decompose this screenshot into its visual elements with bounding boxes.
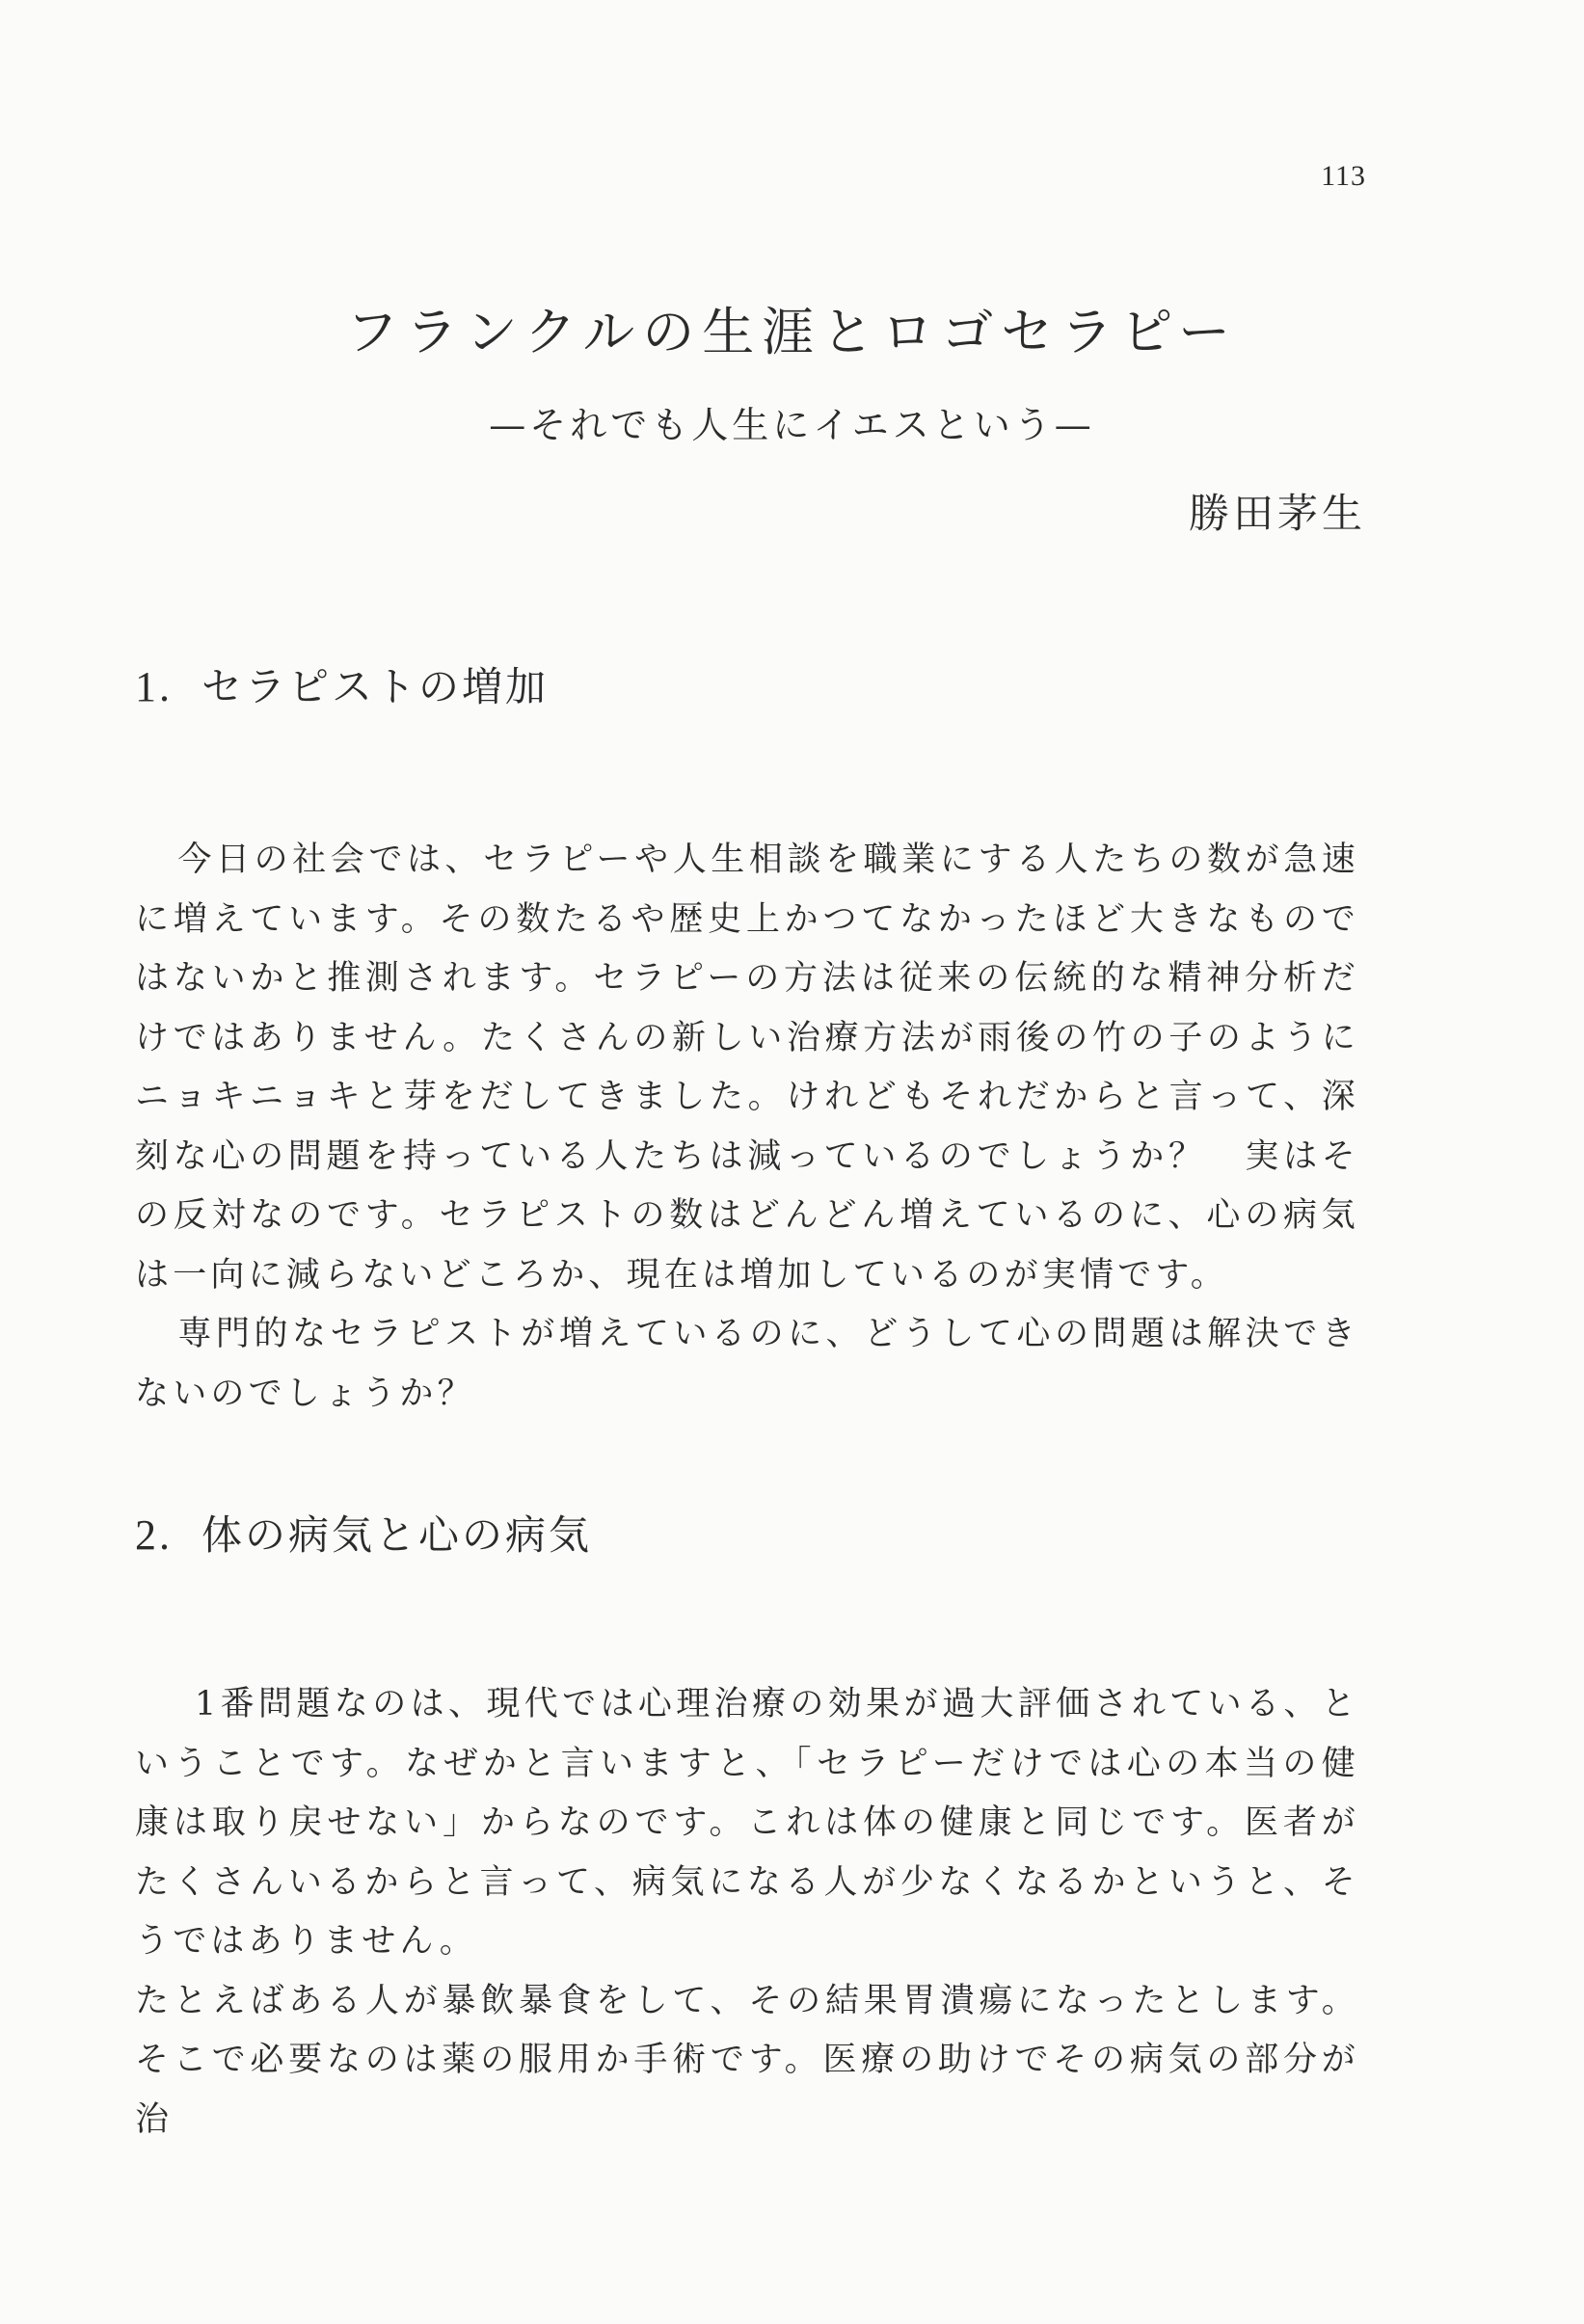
article-subtitle: —それでも人生にイエスという— — [489, 404, 1095, 446]
author-name: 勝田茅生 — [1188, 490, 1366, 537]
article-title: フランクルの生涯とロゴセラピー — [345, 302, 1239, 362]
section-number: 2. — [135, 1511, 173, 1559]
section-heading — [135, 655, 1359, 713]
section-heading — [135, 1504, 1359, 1562]
paragraph: たとえばある人が暴飲暴食をして、その結果胃潰瘍になったとします。そこで必要なのは薬の服用か手術です。医療の助けでその病気の部分が治 — [135, 1981, 1359, 2139]
section-title: セラピストの増加 — [201, 663, 550, 710]
paragraph: 今日の社会では、セラピーや人生相談を職業にする人たちの数が急速に増えています。その数たるや歴史上かつてなかったほど大きなものではないかと推測されます。セラピーの方法は従来の伝統的な精神分析だけではありません。たくさんの新しい治療方法が雨後の竹の子のようにニョキニョキと芽をだしてきました。けれどもそれだからと言って、深刻な心の問題を持っている人たちは減っているのでしょうか？ 実はその反対なのです。セラピストの数はどんどん増えているのに、心の病気は一向に減らないどころか、現在は増加しているのが実情です。 — [135, 841, 1359, 1295]
section-title: 体の病気と心の病気 — [201, 1511, 593, 1559]
section-2 — [135, 1504, 1359, 2150]
section-1 — [135, 655, 1359, 1424]
section-number: 1. — [135, 663, 173, 710]
paragraph: 1番問題なのは、現代では心理治療の効果が過大評価されている、ということです。なぜかと言いますと、「セラピーだけでは心の本当の健康は取り戻せない」からなのです。これは体の健康と同じです。医者がたくさんいるからと言って、病気になる人が少なくなるかというと、そうではありません。 — [135, 1685, 1359, 1961]
page-number: 113 — [1321, 160, 1366, 192]
paragraph: 専門的なセラピストが増えているのに、どうして心の問題は解決できないのでしょうか？ — [135, 1315, 1359, 1413]
